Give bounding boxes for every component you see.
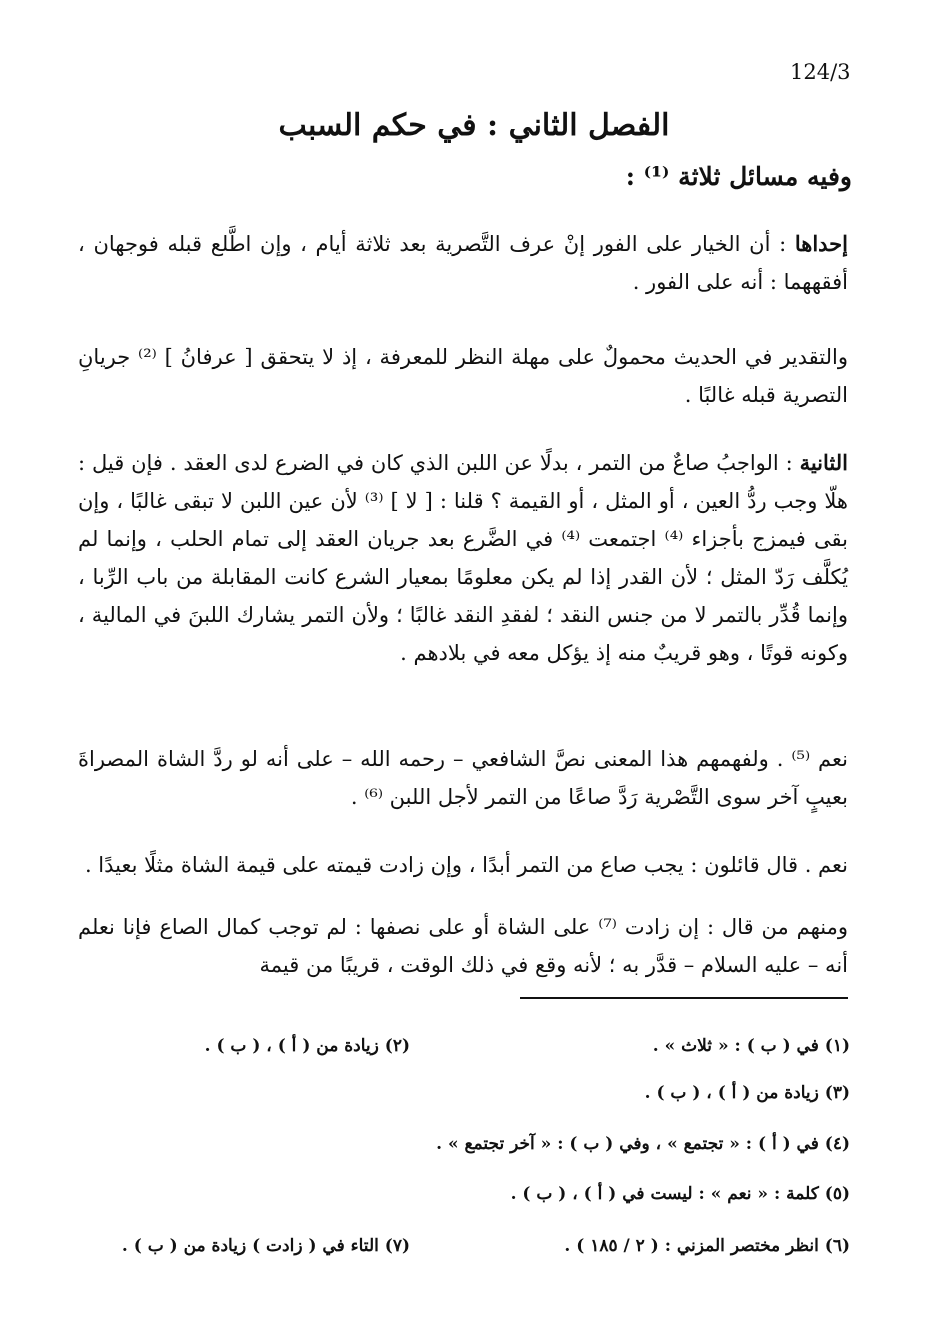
paragraph-1	[78, 225, 848, 301]
paragraph-lead: الثانية	[799, 450, 848, 475]
footnote-3: (٣) زيادة من ( أ ) ، ( ب ) .	[644, 1083, 850, 1103]
footnote-2: (٢) زيادة من ( أ ) ، ( ب ) .	[204, 1036, 410, 1056]
page-number: 124/3	[790, 60, 851, 84]
paragraph-3	[78, 444, 848, 672]
paragraph-4	[78, 740, 848, 816]
paragraph-text: : أن الخيار على الفور إنْ عرف التَّصرية بعد ثلاثة أيام ، وإن اطَّلع قبله فوجهان ، أفقههما : أنه على الفور .	[78, 232, 848, 294]
paragraph-text: : الواجبُ صاعٌ من التمر ، بدلًا عن اللبن الذي كان في الضرع لدى العقد . فإن قيل : هلّا وجب ردُّ العين ، أو المثل ، أو القيمة ؟ قلنا : [ لا ] ⁽³⁾ لأن عين اللبن لا تبقى غالبًا ، وإن بقى فيمزج بأجزاء ⁽⁴⁾ اجتمعت ⁽⁴⁾ في الضَّرع بعد جريان العقد إلى تمام الحلب ، وإنما لم يُكلَّف رَدّ المثل ؛ لأن القدر إذا لم يكن معلومًا بمعيار الشرع كانت المقابلة من باب الرِّبا ، وإنما قُدِّر بالتمر لا من جنس النقد ؛ لفقدِ النقد غالبًا ؛ ولأن التمر يشارك اللبنَ في المالية ، وكونه قوتًا ، وهو قريبٌ منه إذ يؤكل معه في بلادهم .	[78, 451, 849, 665]
paragraph-2	[78, 338, 848, 414]
chapter-title: الفصل الثاني : في حكم السبب	[278, 108, 670, 143]
footnote-row	[70, 1236, 850, 1266]
footnote-7: (٧) التاء في ( زادت ) زيادة من ( ب ) .	[121, 1236, 410, 1256]
section-subtitle: وفيه مسائل ثلاثة ⁽¹⁾ :	[625, 162, 852, 191]
paragraph-lead: إحداها	[794, 231, 848, 256]
footnote-1: (١) في ( ب ) : « ثلاث » .	[652, 1036, 850, 1056]
footnote-row	[70, 1184, 850, 1214]
footnote-row	[70, 1083, 850, 1113]
paragraph-6	[78, 908, 848, 984]
footnote-row	[70, 1134, 850, 1164]
footnote-6: (٦) انظر مختصر المزني : ( ٢ / ١٨٥ ) .	[564, 1236, 850, 1256]
paragraph-text: نعم ⁽⁵⁾ . ولفهمهم هذا المعنى نصَّ الشافعي – رحمه الله – على أنه لو ردَّ الشاة المصراةَ بعيبٍ آخر سوى التَّصْرية رَدَّ صاعًا من التمر لأجل اللبن ⁽⁶⁾ .	[78, 747, 848, 809]
paragraph-5	[78, 846, 848, 884]
footnote-divider	[520, 997, 848, 999]
footnote-row	[70, 1036, 850, 1066]
paragraph-text: نعم . قال قائلون : يجب صاع من التمر أبدًا ، وإن زادت قيمته على قيمة الشاة مثلًا بعيدًا .	[84, 853, 848, 877]
paragraph-text: والتقدير في الحديث محمولٌ على مهلة النظر للمعرفة ، إذ لا يتحقق [ عرفانُ ] ⁽²⁾ جريانِ التصرية قبله غالبًا .	[78, 345, 848, 407]
footnote-4: (٤) في ( أ ) : « تجتمع » ، وفي ( ب ) : « آخر تجتمع » .	[436, 1134, 850, 1154]
footnote-5: (٥) كلمة : « نعم » : ليست في ( أ ) ، ( ب ) .	[510, 1184, 850, 1204]
paragraph-text: ومنهم من قال : إن زادت ⁽⁷⁾ على الشاة أو على نصفها : لم توجب كمال الصاع فإنا نعلم أنه – عليه السلام – قدَّر به ؛ لأنه وقع في ذلك الوقت ، قريبًا من قيمة	[78, 915, 848, 977]
